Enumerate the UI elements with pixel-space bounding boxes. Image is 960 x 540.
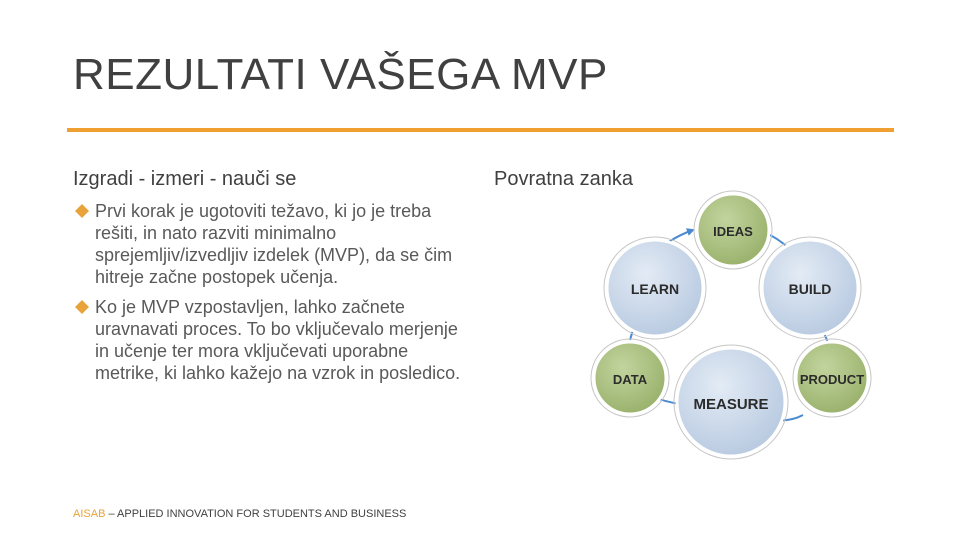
footer-brand: AISAB (73, 508, 106, 520)
node-label-ideas: IDEAS (713, 224, 753, 239)
left-heading: Izgradi - izmeri - nauči se (73, 168, 297, 190)
node-ideas (694, 191, 772, 269)
node-build (759, 237, 861, 339)
node-label-learn: LEARN (630, 281, 680, 297)
diamond-bullet-icon (75, 204, 89, 218)
node-data (591, 339, 669, 417)
footer-text: – APPLIED INNOVATION FOR STUDENTS AND BUSINESS (105, 508, 407, 520)
bullet-item (73, 200, 473, 288)
node-label-product: PRODUCT (799, 372, 865, 387)
diamond-bullet-icon (75, 300, 89, 314)
node-learn (604, 237, 706, 339)
node-measure (674, 345, 788, 459)
node-product (793, 339, 871, 417)
node-label-measure: MEASURE (693, 396, 769, 413)
bullet-item (73, 296, 473, 384)
node-label-data: DATA (612, 372, 648, 387)
feedback-loop-diagram (585, 190, 875, 462)
footer (73, 508, 406, 520)
bullet-text: Prvi korak je ugotoviti težavo, ki jo je treba rešiti, in nato razviti minimalno sprejemljiv/izvedljiv izdelek (MVP), da se čim hitreje začne postopek učenja. (95, 201, 453, 287)
node-label-build: BUILD (788, 281, 832, 297)
bullet-text: Ko je MVP vzpostavljen, lahko začnete uravnavati proces. To bo vključevalo merjenje in učenje ter mora vključevati uporabne metrike, ki lahko kažejo na vzrok in posledico. (95, 297, 461, 383)
title-underline (67, 128, 894, 132)
right-heading: Povratna zanka (494, 168, 633, 190)
slide-title: REZULTATI VAŠEGA MVP (73, 50, 608, 99)
bullet-list (73, 200, 473, 392)
